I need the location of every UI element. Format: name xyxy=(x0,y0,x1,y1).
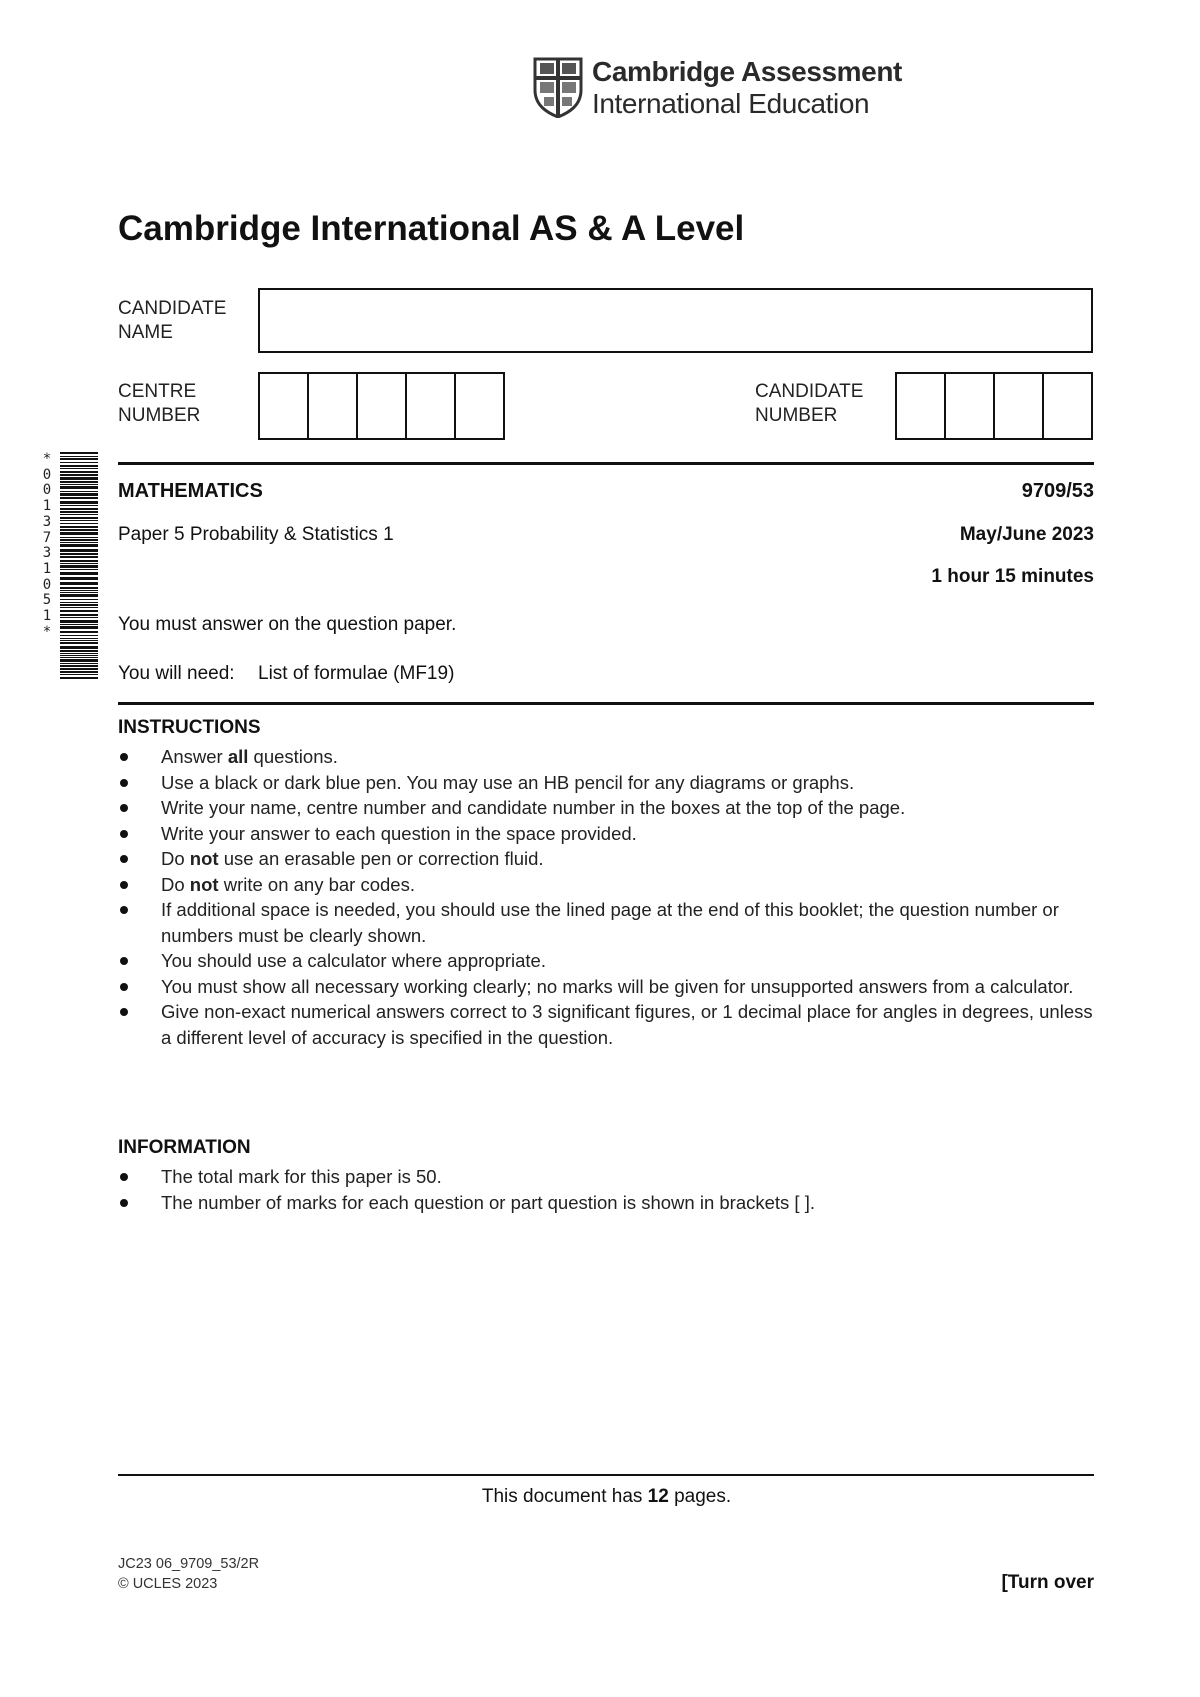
logo-line-1: Cambridge Assessment xyxy=(592,56,902,87)
information-heading: INFORMATION xyxy=(118,1137,251,1158)
list-item xyxy=(118,999,1094,1050)
bullet-icon xyxy=(120,779,128,787)
centre-number-boxes[interactable] xyxy=(258,372,505,440)
list-text: use an erasable pen or correction fluid. xyxy=(218,848,544,869)
bullet-icon xyxy=(120,830,128,838)
pages-count: 12 xyxy=(647,1486,669,1507)
list-text: If additional space is needed, you should use the lined page at the end of this booklet; the question number or numbers must be clearly shown. xyxy=(161,899,1059,946)
barcode-number: * 0 0 1 3 7 3 1 0 5 1 * xyxy=(42,451,52,640)
list-item xyxy=(118,897,1094,948)
list-text: Write your answer to each question in the space provided. xyxy=(161,822,637,844)
list-text: Do xyxy=(161,848,190,869)
bullet-icon xyxy=(120,1173,128,1181)
candidate-number-label: CANDIDATE NUMBER xyxy=(755,381,864,426)
emphasis: not xyxy=(189,848,219,869)
candidate-name-box[interactable] xyxy=(258,288,1093,353)
list-text: You should use a calculator where appropriate. xyxy=(161,950,546,971)
list-item xyxy=(118,846,1094,872)
answer-notice: You must answer on the question paper. xyxy=(118,614,457,635)
turn-over-label: [Turn over xyxy=(1001,1572,1094,1593)
centre-digit-box[interactable] xyxy=(307,372,358,440)
list-text: Give non-exact numerical answers correct to 3 significant figures, or 1 decimal place for angles in degrees, unless a different level of accuracy is specified in the question. xyxy=(161,1001,1093,1048)
list-text: write on any bar codes. xyxy=(218,873,415,895)
centre-number-label: CENTRE NUMBER xyxy=(118,381,201,426)
bullet-icon xyxy=(120,855,128,863)
list-text: The total mark for this paper is 50. xyxy=(161,1166,442,1187)
list-text: The number of marks for each question or part question is shown in brackets [ ]. xyxy=(161,1191,815,1213)
list-item xyxy=(118,821,1094,847)
list-text: questions. xyxy=(248,746,338,767)
exam-session: May/June 2023 xyxy=(959,524,1094,545)
candidate-digit-box[interactable] xyxy=(895,372,946,440)
candidate-digit-box[interactable] xyxy=(993,372,1044,440)
centre-digit-box[interactable] xyxy=(405,372,456,440)
list-item xyxy=(118,744,1094,770)
pages-suffix: pages. xyxy=(668,1486,732,1507)
exam-duration: 1 hour 15 minutes xyxy=(931,566,1094,587)
page-count-note xyxy=(0,1486,1200,1508)
subject-title: MATHEMATICS xyxy=(118,480,263,502)
candidate-name-label: CANDIDATE NAME xyxy=(118,298,227,343)
shield-crest-icon xyxy=(532,56,584,118)
divider xyxy=(118,1474,1094,1476)
logo-line-2: International Education xyxy=(592,88,870,119)
bullet-icon xyxy=(120,881,128,889)
list-item xyxy=(118,974,1094,1000)
bullet-icon xyxy=(120,804,128,812)
candidate-digit-box[interactable] xyxy=(944,372,995,440)
reference-code: JC23 06_9709_53/2R xyxy=(118,1556,260,1572)
bullet-icon xyxy=(120,983,128,991)
emphasis: all xyxy=(227,746,249,767)
instructions-heading: INSTRUCTIONS xyxy=(118,717,261,738)
list-text: Answer xyxy=(161,746,228,767)
bullet-icon xyxy=(120,753,128,761)
list-item xyxy=(118,872,1094,898)
divider xyxy=(118,462,1094,465)
centre-digit-box[interactable] xyxy=(454,372,505,440)
instructions-list xyxy=(118,744,1094,1050)
divider xyxy=(118,702,1094,705)
list-text: Use a black or dark blue pen. You may use an HB pencil for any diagrams or graphs. xyxy=(161,771,855,793)
syllabus-code: 9709/53 xyxy=(1021,480,1094,502)
information-list xyxy=(118,1164,1094,1215)
bullet-icon xyxy=(120,1008,128,1016)
list-text: You must show all necessary working clearly; no marks will be given for unsupported answers from a calculator. xyxy=(161,975,1074,997)
list-item xyxy=(118,795,1094,821)
candidate-number-boxes[interactable] xyxy=(895,372,1093,440)
materials-label: You will need: xyxy=(118,663,235,684)
qualification-title: Cambridge International AS & A Level xyxy=(118,209,745,248)
list-item xyxy=(118,948,1094,974)
list-item xyxy=(118,1190,1094,1216)
list-text: Write your name, centre number and candidate number in the boxes at the top of the page. xyxy=(161,797,906,818)
centre-digit-box[interactable] xyxy=(356,372,407,440)
bullet-icon xyxy=(120,1199,128,1207)
copyright: © UCLES 2023 xyxy=(118,1576,218,1592)
centre-digit-box[interactable] xyxy=(258,372,309,440)
bullet-icon xyxy=(120,906,128,914)
list-item xyxy=(118,1164,1094,1190)
paper-title: Paper 5 Probability & Statistics 1 xyxy=(118,524,394,545)
candidate-digit-box[interactable] xyxy=(1042,372,1093,440)
pages-prefix: This document has xyxy=(481,1486,648,1507)
bullet-icon xyxy=(120,957,128,965)
list-item xyxy=(118,770,1094,796)
materials-value: List of formulae (MF19) xyxy=(258,663,455,684)
list-text: Do xyxy=(161,873,190,895)
emphasis: not xyxy=(189,873,219,895)
